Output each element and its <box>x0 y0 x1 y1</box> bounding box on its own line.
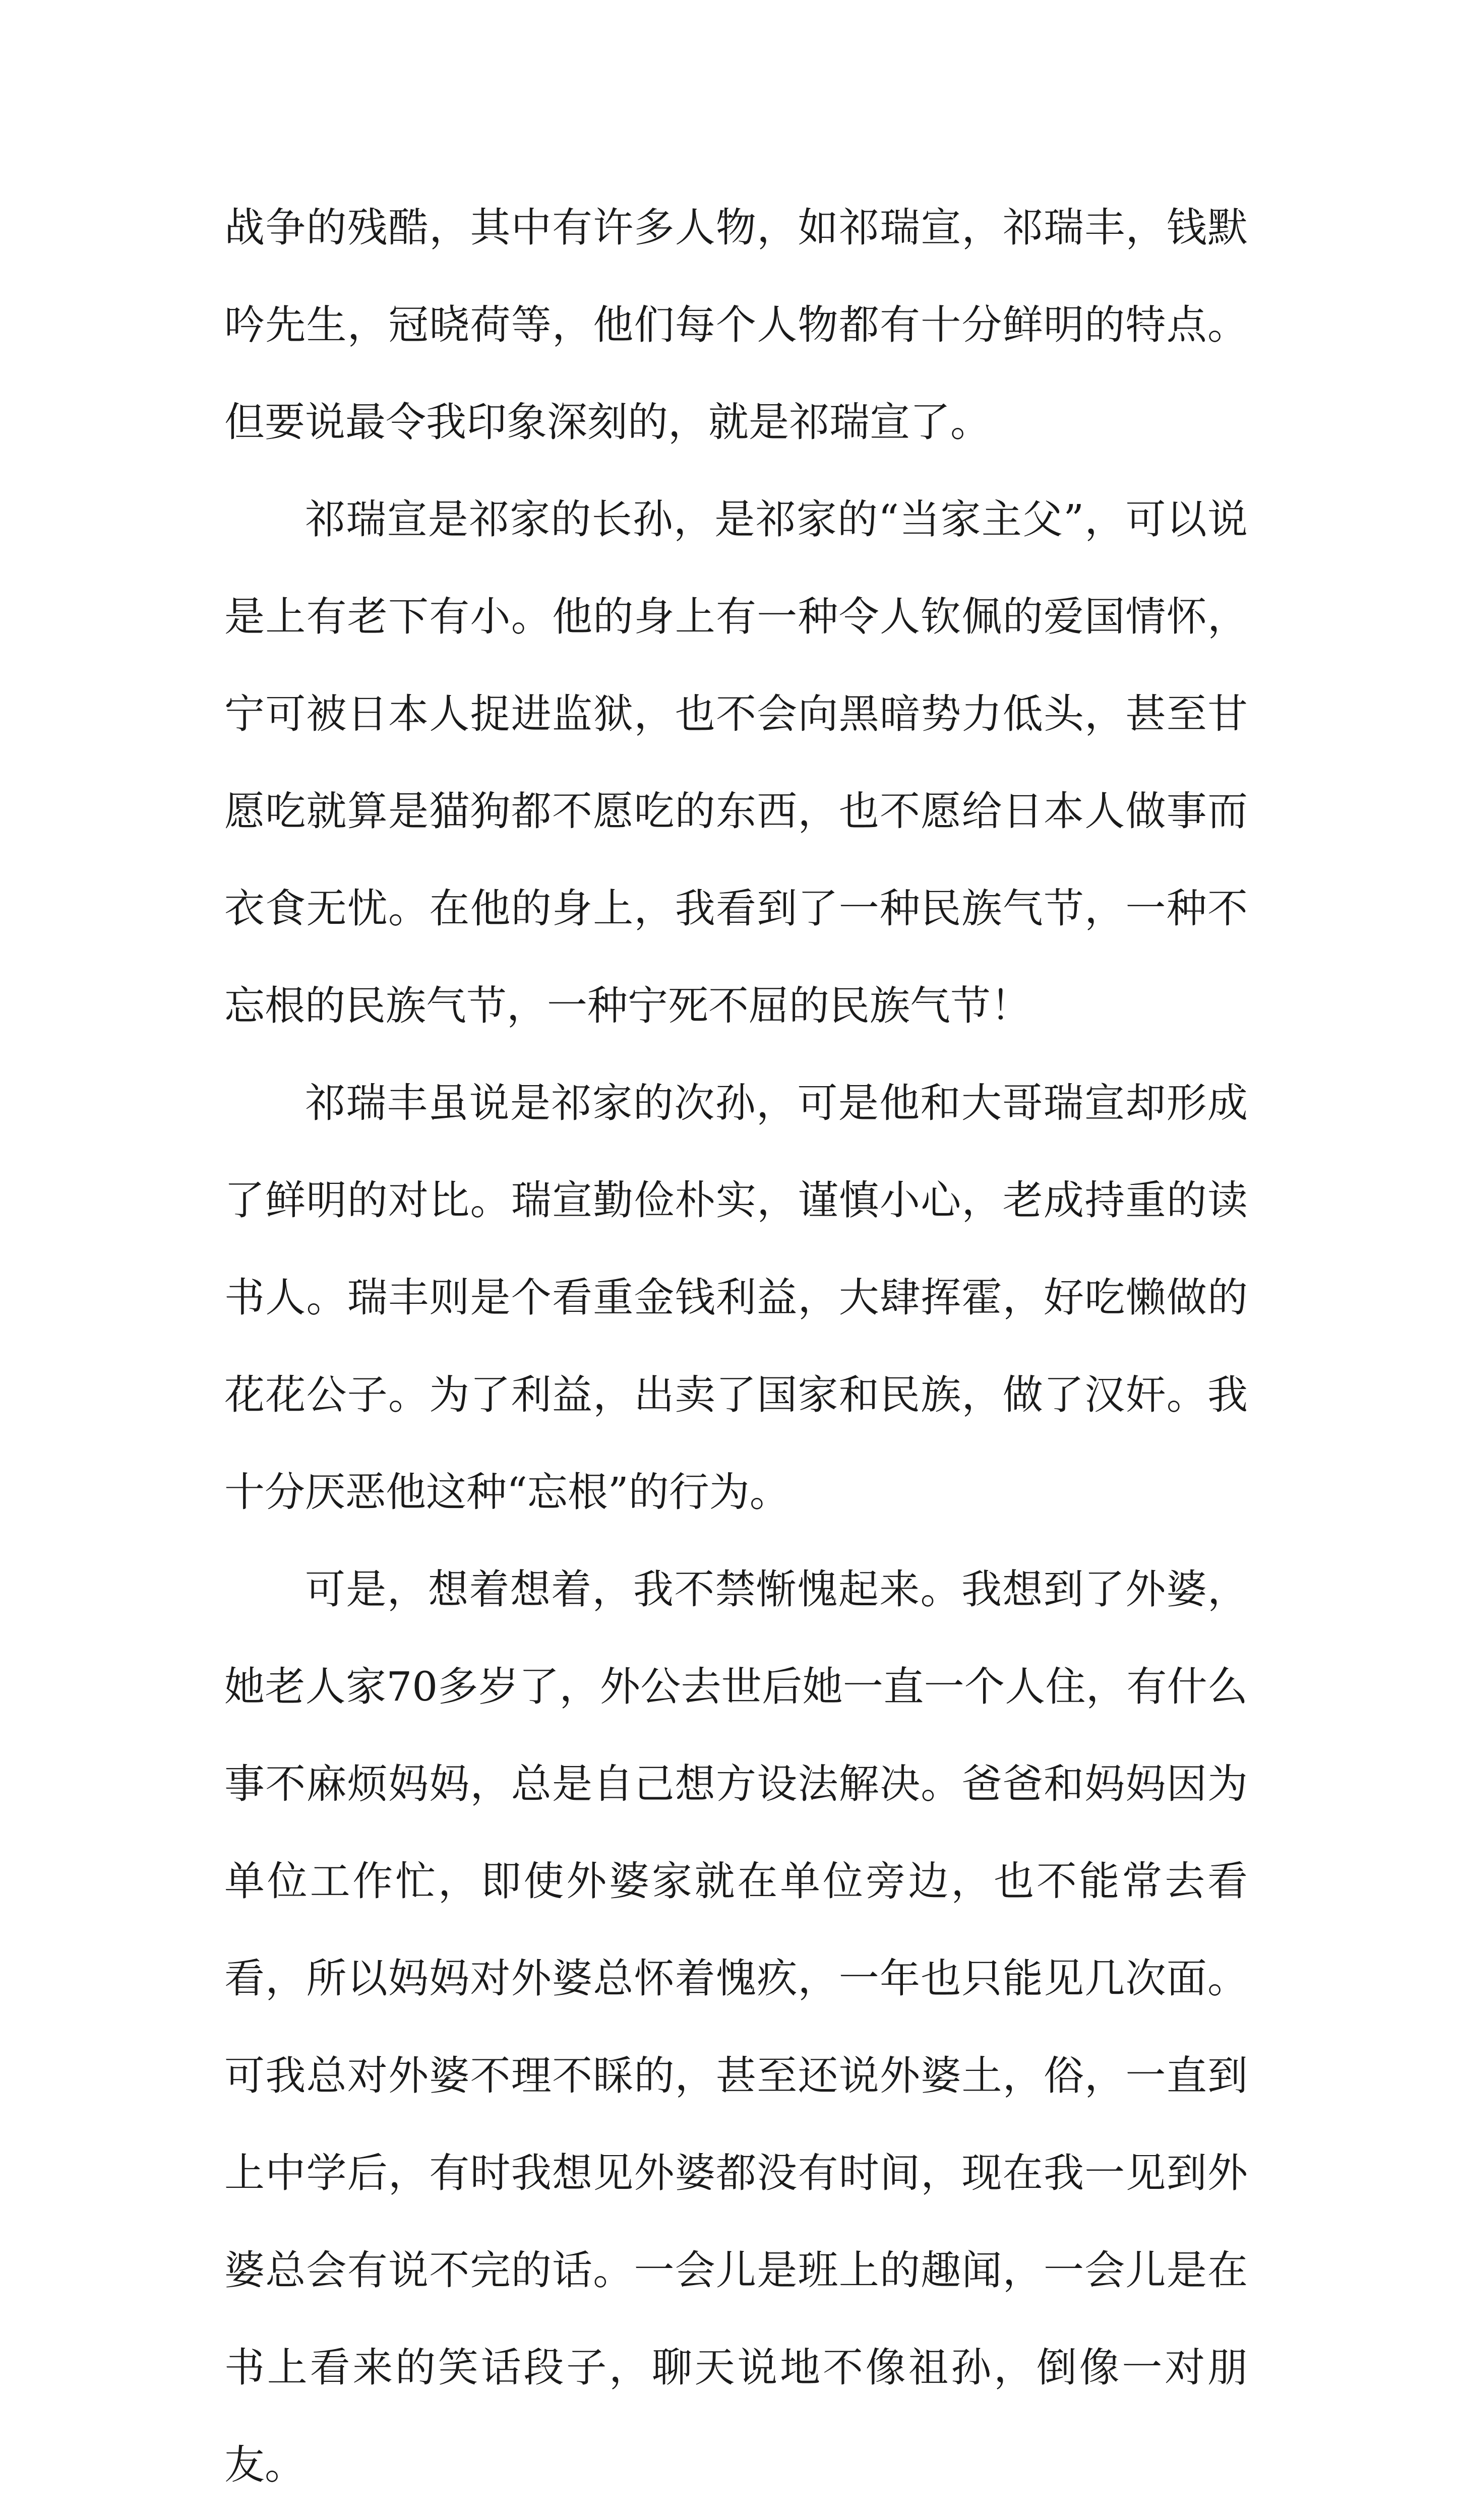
paragraph-4: 可是，想着想着，我不禁惭愧起来。我想到了外婆，她老人家70多岁了，外公去世后她一直一个人住，有什么事不麻烦妈妈，总是自己想方设法解决。爸爸和妈妈因为单位工作忙，即使外婆家就在单位旁边，也不能常去看看，所以妈妈对外婆总怀着愧疚，一年也只能见几次面。可我总对外婆不理不睬的，甚至还说外婆土，俗，一直到上中学后，有时我想见外婆都没有时间，现在我一见到外婆总会有说不完的话。一会儿是班上的趣闻，一会儿是在书上看来的笑话段子，聊天说地不像祖孙，倒像一对朋友。 <box>224 1566 1248 2488</box>
paragraph-5 <box>224 2513 1248 2520</box>
paragraph-2: 祁瑞宣是祁家的长孙，是祁家的“当家主父”，可以说是上有老下有小。他的身上有一种令人钦佩的爱国情怀，宁可被日本人捉进监狱，也不会向黑暗势力低头，甚至甘愿吃就算是猫狗都不愿吃的东西，也不愿给日本人做事而衣食无忧。在他的身上，我看到了一种民族气节，一种不忘根的民族气节，一种宁死不屈的民族气节！ <box>224 496 1248 1029</box>
document-body <box>224 179 1248 2520</box>
paragraph-3: 祁瑞丰虽说是祁家的次孙，可是他和大哥瑞宣却形成了鲜明的对比。瑞宣勤俭朴实，谨慎小心，老成持重的读书人。瑞丰则是个看重金钱利益，大肆挥霍，好吃懒做的花花公子。为了利益，出卖了国家和民族，做了汉奸。我十分厌恶他这种“忘根”的行为。 <box>224 1080 1248 1516</box>
paragraph-1: 战争的残酷，其中有许多人物，如祁瑞宣，祁瑞丰，钱默吟先生，冠晓荷等，他们每个人物都有十分鲜明的特点。但要说最令我印象深刻的，就是祁瑞宣了。 <box>224 204 1248 446</box>
